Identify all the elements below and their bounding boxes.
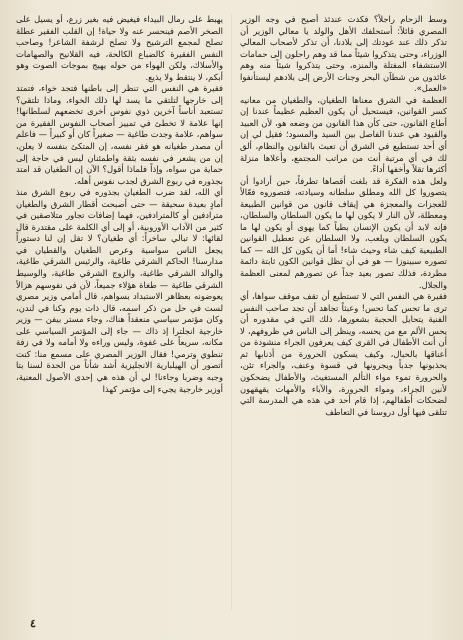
paragraph: يهبط على رمال البيداء فيغيض فيه بغير زرع، أو يسيل على الصخر الأصم فينحسر عنه ولا حياة! إن القلب الفقير عطلة تصلح لمجمع الترشيح ولا تصلح لرشفة الشاعر! وصاحب النفس الفقيرة كالضباع الكالحة، فيه القلانيح والصهامات والأسلاك، ولكن الهواء من حوله يهيج بموجات الصوت وهو أبكم، لا ينتقط ولا يذيع. (16, 14, 223, 82)
paragraph: فقيرة هي النفس التي لا تستطيع أن تقف موقف سواها، أي ترى ما تحس كما تحس! وعبثاً تجاهد أن تجد صاحب النفس الفنية يتحايل الحجبة بشعورها، ذلك التي في مقدوره أن يحس الألم مع من يحسه، وينظر إلى الناس في ظروفهم، لا أن أنت الأطفال في القرى كيف يعرفون الجراء منشودة من أعناقها بالحبال، وكيف يسكون الحرورة من أذنابها ثم يحذبونها جدباً ويجرونها في قسوة وعنف، والجراء تئن، والحرورة تموء مواء التألم المستغيث، والأطفال يضحكون لأنين الجراء، ومواء الحرورة، والآباء والأمهات يقهقهون لضحكات أطفالهم، إذا قام أحد في هذه هي المدرسة التي تتلقى فيها أول دروسنا في التعاطف (240, 291, 447, 417)
page-number: ٤ (30, 617, 36, 630)
paragraph: العظمة في الشرق معناها الطغيان، والطغيان من معانيه كسر القوانين، فيستحيل أن يكون العظيم عظيماً عندنا إن أطاع القانون، حتى كأن هذا القانون من وضعه هو، لأن العبيد والقيود هي عندنا الفاصل بين السيد والمسود؛ فقيل لي إن أي أحد تستطيع في الشرق أن تعبث بالقانون والنظام، ألق لك في أي مرتبة أنت من مراتب المجتمع، وأعلاها منزلة أكثرها تقلاً وأخفها أداءً. (240, 94, 447, 175)
left-text-column (240, 14, 447, 606)
paragraph: وسط الزحام راجلاً؟ فكدت عندئذ أصيح في وجه الوزير المصري قائلاً: أستحلفك الأهل والولد يا معالي الوزير أن تذكر ذلك عند عودتك إلى بلادنا، أن تذكر لأصحاب المعالي الوزراء، وحتى يتذكروا شيئاً مما قد وهم راحلون إلى حمامات الاستشفاء المفتلة والمنزه، وحتى يتذكروا شيئاً منه وهم عائدون من شطآن البحر وجنات الأرض إلى بلادهم ليستأنفوا «العمل». (240, 14, 447, 94)
right-text-column (16, 14, 223, 606)
paragraph: أي الله، لقد ضرب الطغيان بجذوره في ربوع الشرق منذ أمادٍ بعيدة سحيقة — حتى أصبحت أقطار الشرق والطغيان مترادفين أو كالمترادفين، فهما إضافات تجاور متلاصقين في كثير من الآداب الأوروبية، أو إلى أي الكلمة على مقتدرة قال لقائها: لا تبالي ساخراً: أي طغيان؟ لا تقل إن لنا دستوراً يجعل الناس سواسية وعرص الطغيان والقطيان في مدارسنا! الحاكم الشرقي طاغية، والرئيس الشرقي طاغية، والوالد الشرقي طاغية، والزوج الشرقي طاغية، والوسيط الشرقي طاغية — طغاة هؤلاء جميعاً، لأن في نفوسهم هزالاً يعوضونه بعظاهر الاستبداد بسواهم، قال أمامي وزير مصري لست في حل من ذكر اسمه، قال ذات يوم وكنا في لندن، وكان مؤتمر سياسي منعقداً هناك، وجاء مستر بيفن — وزير خارجية انجلترا إذ ذاك — جاء إلى المؤتمر السياسي على مكانه، سريعاً على غفوة، وليس وراءه ولا أمامه ولا في زفة تنطوي وترمي! فقال الوزير المصري على مسمع منا: كنت أتصور أن الهيلبارية الانجليزية أشد شأناً من الحدة لسنا بتا وجبه وضربا وجاءنا! لي أن هذه هي إحدى الأصول المعنية، أوزير خارجية يجيء إلى مؤتمر كهذا (16, 187, 223, 394)
column-gutter (231, 14, 232, 610)
paragraph: ولعل هذه الفكرة قد بلغت أقصاها تطرفاً، حين أرادوا أن يتصوروا كل الله ومطلق سلطانه وسيادته، فتصوروه فعّالاً للعجزات والمعجزة هي إيقاف قانون من قوانين الطبيعة ومعطلة، لأن النار لا يكون لها ما يكون السلطان والسلطان، فإنه لابد أن يكون الإنسان بطياً كما يهوى أو يكون لها ما يكون السلطان ويلعب، ولا السلطان عن تعطيل القوانين الطبيعية كيف شاء وحيث شاء! أما أن يكون كل الله — كما تصوره سبينوزا — هو في أن تظل قوانين الكون ثابتة دائمة مطردة، فذلك تصور بعيد جداً عن تصورهم لمعنى العظمة والجلال. (240, 175, 447, 290)
paragraph: فقيرة هي النفس التي تنظر إلى باطنها فتجد خواء، فتمتد إلى خارجها لتلتقي ما يسد لها ذلك الخواء، وماذا تلتقي؟ تستعبد أناساً آخرين ذوي نفوس أخرى تخضعهم لسلطانها! إنها علامة لا تخطئ في تمييز أصحاب النفوس الفقيرة من سواهم، علامة وجدت طاغية — صغيراً كان أو كبيراً — فاعلم أن مصدر طغيانه هو فقر نفسه، إن المتكئ بنفسه لا يعلن، إن من يشعر في نفسه بثقة واطمئنان ليس في حاجة إلى حماية من سواه، وإذاً فلماذا أقول؟ الآن إن الطغيان قد امتد بجذوره في ربوع الشرق لجدب نفوس أهله. (16, 83, 223, 186)
